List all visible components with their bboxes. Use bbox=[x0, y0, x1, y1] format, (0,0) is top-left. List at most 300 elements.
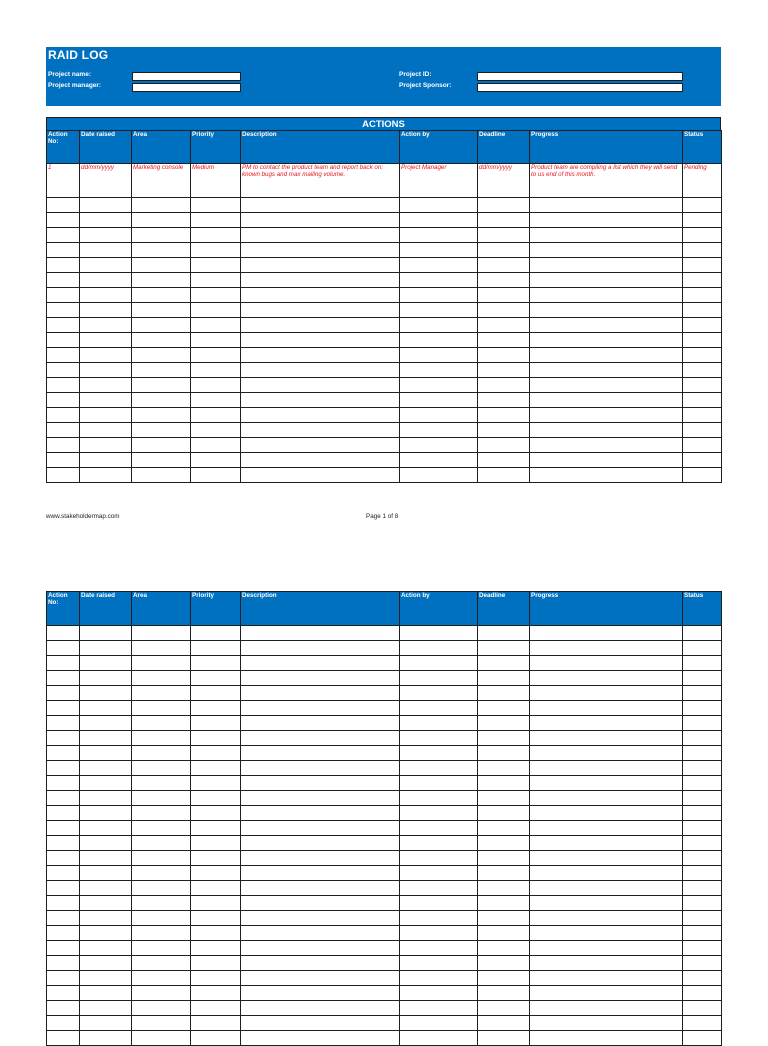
table-cell[interactable] bbox=[47, 363, 80, 378]
table-cell[interactable] bbox=[80, 641, 132, 656]
table-cell[interactable] bbox=[400, 656, 478, 671]
table-cell[interactable] bbox=[241, 258, 400, 273]
table-cell[interactable] bbox=[400, 258, 478, 273]
table-cell[interactable] bbox=[132, 791, 191, 806]
example-priority[interactable]: Medium bbox=[191, 164, 241, 198]
table-cell[interactable] bbox=[683, 318, 722, 333]
table-cell[interactable] bbox=[241, 423, 400, 438]
table-cell[interactable] bbox=[530, 971, 683, 986]
table-cell[interactable] bbox=[530, 986, 683, 1001]
table-cell[interactable] bbox=[683, 243, 722, 258]
table-cell[interactable] bbox=[191, 393, 241, 408]
table-cell[interactable] bbox=[241, 836, 400, 851]
table-cell[interactable] bbox=[478, 438, 530, 453]
table-cell[interactable] bbox=[683, 348, 722, 363]
table-cell[interactable] bbox=[80, 363, 132, 378]
table-cell[interactable] bbox=[47, 453, 80, 468]
table-cell[interactable] bbox=[400, 243, 478, 258]
table-cell[interactable] bbox=[47, 198, 80, 213]
table-cell[interactable] bbox=[683, 701, 722, 716]
table-cell[interactable] bbox=[191, 986, 241, 1001]
table-cell[interactable] bbox=[80, 716, 132, 731]
table-cell[interactable] bbox=[191, 408, 241, 423]
table-cell[interactable] bbox=[530, 468, 683, 483]
table-cell[interactable] bbox=[47, 746, 80, 761]
table-cell[interactable] bbox=[80, 626, 132, 641]
table-cell[interactable] bbox=[47, 821, 80, 836]
table-cell[interactable] bbox=[400, 288, 478, 303]
table-cell[interactable] bbox=[191, 318, 241, 333]
table-cell[interactable] bbox=[80, 776, 132, 791]
table-cell[interactable] bbox=[530, 438, 683, 453]
table-cell[interactable] bbox=[191, 1016, 241, 1031]
table-cell[interactable] bbox=[191, 716, 241, 731]
table-cell[interactable] bbox=[132, 851, 191, 866]
table-cell[interactable] bbox=[683, 273, 722, 288]
table-cell[interactable] bbox=[530, 686, 683, 701]
table-cell[interactable] bbox=[80, 1031, 132, 1046]
table-cell[interactable] bbox=[530, 806, 683, 821]
table-cell[interactable] bbox=[47, 716, 80, 731]
table-cell[interactable] bbox=[47, 791, 80, 806]
table-cell[interactable] bbox=[241, 851, 400, 866]
table-cell[interactable] bbox=[478, 731, 530, 746]
table-cell[interactable] bbox=[530, 228, 683, 243]
table-cell[interactable] bbox=[47, 408, 80, 423]
table-cell[interactable] bbox=[400, 1016, 478, 1031]
table-cell[interactable] bbox=[683, 438, 722, 453]
table-cell[interactable] bbox=[47, 243, 80, 258]
table-cell[interactable] bbox=[80, 393, 132, 408]
table-cell[interactable] bbox=[47, 626, 80, 641]
table-cell[interactable] bbox=[400, 731, 478, 746]
table-cell[interactable] bbox=[400, 671, 478, 686]
table-cell[interactable] bbox=[683, 288, 722, 303]
table-cell[interactable] bbox=[683, 836, 722, 851]
example-description[interactable]: PM to contact the product team and report back on: known bugs and max mailing volume. bbox=[241, 164, 400, 198]
table-cell[interactable] bbox=[191, 746, 241, 761]
table-cell[interactable] bbox=[400, 438, 478, 453]
table-cell[interactable] bbox=[400, 926, 478, 941]
table-cell[interactable] bbox=[530, 408, 683, 423]
table-cell[interactable] bbox=[47, 836, 80, 851]
table-cell[interactable] bbox=[47, 971, 80, 986]
table-cell[interactable] bbox=[400, 746, 478, 761]
table-cell[interactable] bbox=[478, 1001, 530, 1016]
table-cell[interactable] bbox=[530, 701, 683, 716]
table-cell[interactable] bbox=[132, 986, 191, 1001]
table-cell[interactable] bbox=[191, 926, 241, 941]
table-cell[interactable] bbox=[191, 348, 241, 363]
table-cell[interactable] bbox=[80, 761, 132, 776]
table-cell[interactable] bbox=[478, 956, 530, 971]
table-cell[interactable] bbox=[400, 986, 478, 1001]
table-cell[interactable] bbox=[241, 288, 400, 303]
table-cell[interactable] bbox=[132, 671, 191, 686]
table-cell[interactable] bbox=[400, 303, 478, 318]
table-cell[interactable] bbox=[530, 641, 683, 656]
table-cell[interactable] bbox=[80, 198, 132, 213]
table-cell[interactable] bbox=[80, 243, 132, 258]
table-cell[interactable] bbox=[478, 378, 530, 393]
table-cell[interactable] bbox=[80, 836, 132, 851]
table-cell[interactable] bbox=[132, 716, 191, 731]
table-cell[interactable] bbox=[400, 408, 478, 423]
table-cell[interactable] bbox=[683, 881, 722, 896]
table-cell[interactable] bbox=[478, 393, 530, 408]
table-cell[interactable] bbox=[80, 273, 132, 288]
table-cell[interactable] bbox=[80, 671, 132, 686]
table-cell[interactable] bbox=[80, 348, 132, 363]
table-cell[interactable] bbox=[132, 348, 191, 363]
table-cell[interactable] bbox=[132, 1016, 191, 1031]
table-cell[interactable] bbox=[400, 393, 478, 408]
table-cell[interactable] bbox=[132, 941, 191, 956]
table-cell[interactable] bbox=[47, 273, 80, 288]
table-cell[interactable] bbox=[132, 198, 191, 213]
table-cell[interactable] bbox=[132, 303, 191, 318]
table-cell[interactable] bbox=[191, 468, 241, 483]
table-cell[interactable] bbox=[530, 243, 683, 258]
example-area[interactable]: Marketing console bbox=[132, 164, 191, 198]
table-cell[interactable] bbox=[132, 318, 191, 333]
table-cell[interactable] bbox=[241, 243, 400, 258]
table-cell[interactable] bbox=[132, 228, 191, 243]
table-cell[interactable] bbox=[683, 1001, 722, 1016]
table-cell[interactable] bbox=[683, 333, 722, 348]
table-cell[interactable] bbox=[241, 971, 400, 986]
table-cell[interactable] bbox=[400, 363, 478, 378]
table-cell[interactable] bbox=[241, 911, 400, 926]
table-cell[interactable] bbox=[47, 393, 80, 408]
table-cell[interactable] bbox=[191, 941, 241, 956]
table-cell[interactable] bbox=[478, 273, 530, 288]
table-cell[interactable] bbox=[530, 881, 683, 896]
table-cell[interactable] bbox=[191, 656, 241, 671]
table-cell[interactable] bbox=[47, 851, 80, 866]
table-cell[interactable] bbox=[478, 686, 530, 701]
table-cell[interactable] bbox=[478, 716, 530, 731]
table-cell[interactable] bbox=[530, 453, 683, 468]
table-cell[interactable] bbox=[191, 228, 241, 243]
table-cell[interactable] bbox=[530, 821, 683, 836]
table-cell[interactable] bbox=[478, 408, 530, 423]
table-cell[interactable] bbox=[191, 213, 241, 228]
table-cell[interactable] bbox=[47, 1001, 80, 1016]
table-cell[interactable] bbox=[191, 243, 241, 258]
table-cell[interactable] bbox=[47, 881, 80, 896]
table-cell[interactable] bbox=[530, 956, 683, 971]
example-deadline[interactable]: dd/mm/yyyy bbox=[478, 164, 530, 198]
table-cell[interactable] bbox=[241, 1001, 400, 1016]
table-cell[interactable] bbox=[132, 926, 191, 941]
table-cell[interactable] bbox=[400, 423, 478, 438]
table-cell[interactable] bbox=[132, 896, 191, 911]
table-cell[interactable] bbox=[47, 671, 80, 686]
table-cell[interactable] bbox=[191, 453, 241, 468]
table-cell[interactable] bbox=[132, 806, 191, 821]
table-cell[interactable] bbox=[530, 731, 683, 746]
table-cell[interactable] bbox=[132, 761, 191, 776]
table-cell[interactable] bbox=[478, 243, 530, 258]
table-cell[interactable] bbox=[132, 746, 191, 761]
table-cell[interactable] bbox=[80, 213, 132, 228]
table-cell[interactable] bbox=[241, 198, 400, 213]
table-cell[interactable] bbox=[80, 731, 132, 746]
table-cell[interactable] bbox=[241, 641, 400, 656]
table-cell[interactable] bbox=[683, 821, 722, 836]
table-cell[interactable] bbox=[132, 213, 191, 228]
table-cell[interactable] bbox=[478, 258, 530, 273]
table-cell[interactable] bbox=[683, 941, 722, 956]
table-cell[interactable] bbox=[132, 273, 191, 288]
table-cell[interactable] bbox=[80, 821, 132, 836]
table-cell[interactable] bbox=[683, 971, 722, 986]
table-cell[interactable] bbox=[80, 911, 132, 926]
table-cell[interactable] bbox=[478, 348, 530, 363]
table-cell[interactable] bbox=[478, 303, 530, 318]
table-cell[interactable] bbox=[241, 1016, 400, 1031]
table-cell[interactable] bbox=[80, 438, 132, 453]
table-cell[interactable] bbox=[683, 911, 722, 926]
table-cell[interactable] bbox=[47, 1031, 80, 1046]
table-cell[interactable] bbox=[132, 363, 191, 378]
table-cell[interactable] bbox=[683, 213, 722, 228]
table-cell[interactable] bbox=[132, 468, 191, 483]
table-cell[interactable] bbox=[530, 656, 683, 671]
table-cell[interactable] bbox=[80, 378, 132, 393]
table-cell[interactable] bbox=[191, 791, 241, 806]
table-cell[interactable] bbox=[80, 986, 132, 1001]
table-cell[interactable] bbox=[683, 986, 722, 1001]
table-cell[interactable] bbox=[191, 423, 241, 438]
table-cell[interactable] bbox=[47, 438, 80, 453]
table-cell[interactable] bbox=[530, 363, 683, 378]
table-cell[interactable] bbox=[132, 866, 191, 881]
table-cell[interactable] bbox=[400, 836, 478, 851]
table-cell[interactable] bbox=[478, 228, 530, 243]
table-cell[interactable] bbox=[683, 258, 722, 273]
table-cell[interactable] bbox=[191, 881, 241, 896]
table-cell[interactable] bbox=[47, 378, 80, 393]
table-cell[interactable] bbox=[191, 956, 241, 971]
table-cell[interactable] bbox=[530, 318, 683, 333]
table-cell[interactable] bbox=[478, 851, 530, 866]
table-cell[interactable] bbox=[80, 333, 132, 348]
table-cell[interactable] bbox=[683, 791, 722, 806]
table-cell[interactable] bbox=[683, 686, 722, 701]
table-cell[interactable] bbox=[47, 213, 80, 228]
table-cell[interactable] bbox=[191, 438, 241, 453]
table-cell[interactable] bbox=[191, 303, 241, 318]
table-cell[interactable] bbox=[241, 986, 400, 1001]
table-cell[interactable] bbox=[132, 626, 191, 641]
table-cell[interactable] bbox=[478, 746, 530, 761]
table-cell[interactable] bbox=[132, 836, 191, 851]
table-cell[interactable] bbox=[47, 941, 80, 956]
table-cell[interactable] bbox=[47, 956, 80, 971]
table-cell[interactable] bbox=[241, 881, 400, 896]
table-cell[interactable] bbox=[241, 228, 400, 243]
table-cell[interactable] bbox=[241, 716, 400, 731]
example-action-no[interactable]: 1 bbox=[47, 164, 80, 198]
table-cell[interactable] bbox=[191, 701, 241, 716]
table-cell[interactable] bbox=[80, 1016, 132, 1031]
table-cell[interactable] bbox=[400, 1031, 478, 1046]
table-cell[interactable] bbox=[132, 911, 191, 926]
table-cell[interactable] bbox=[191, 896, 241, 911]
table-cell[interactable] bbox=[132, 731, 191, 746]
table-cell[interactable] bbox=[80, 791, 132, 806]
table-cell[interactable] bbox=[191, 776, 241, 791]
table-cell[interactable] bbox=[47, 641, 80, 656]
table-cell[interactable] bbox=[80, 318, 132, 333]
table-cell[interactable] bbox=[132, 776, 191, 791]
table-cell[interactable] bbox=[80, 453, 132, 468]
table-cell[interactable] bbox=[400, 956, 478, 971]
table-cell[interactable] bbox=[47, 806, 80, 821]
table-cell[interactable] bbox=[683, 776, 722, 791]
table-cell[interactable] bbox=[683, 228, 722, 243]
table-cell[interactable] bbox=[478, 671, 530, 686]
table-cell[interactable] bbox=[478, 836, 530, 851]
table-cell[interactable] bbox=[80, 1001, 132, 1016]
table-cell[interactable] bbox=[241, 926, 400, 941]
example-progress[interactable]: Product team are compiling a list which they will send to us end of this month. bbox=[530, 164, 683, 198]
table-cell[interactable] bbox=[132, 821, 191, 836]
table-cell[interactable] bbox=[191, 626, 241, 641]
table-cell[interactable] bbox=[241, 746, 400, 761]
table-cell[interactable] bbox=[400, 378, 478, 393]
table-cell[interactable] bbox=[683, 746, 722, 761]
table-cell[interactable] bbox=[47, 911, 80, 926]
table-cell[interactable] bbox=[530, 198, 683, 213]
table-cell[interactable] bbox=[400, 641, 478, 656]
table-cell[interactable] bbox=[80, 408, 132, 423]
table-cell[interactable] bbox=[683, 806, 722, 821]
table-cell[interactable] bbox=[47, 986, 80, 1001]
table-cell[interactable] bbox=[400, 971, 478, 986]
table-cell[interactable] bbox=[241, 671, 400, 686]
table-cell[interactable] bbox=[80, 881, 132, 896]
table-cell[interactable] bbox=[241, 656, 400, 671]
table-cell[interactable] bbox=[683, 656, 722, 671]
table-cell[interactable] bbox=[478, 198, 530, 213]
table-cell[interactable] bbox=[400, 198, 478, 213]
table-cell[interactable] bbox=[478, 423, 530, 438]
table-cell[interactable] bbox=[241, 821, 400, 836]
table-cell[interactable] bbox=[47, 896, 80, 911]
table-cell[interactable] bbox=[241, 896, 400, 911]
table-cell[interactable] bbox=[400, 821, 478, 836]
table-cell[interactable] bbox=[241, 731, 400, 746]
table-cell[interactable] bbox=[47, 318, 80, 333]
table-cell[interactable] bbox=[191, 686, 241, 701]
table-cell[interactable] bbox=[241, 333, 400, 348]
table-cell[interactable] bbox=[241, 303, 400, 318]
table-cell[interactable] bbox=[132, 641, 191, 656]
table-cell[interactable] bbox=[241, 866, 400, 881]
table-cell[interactable] bbox=[191, 851, 241, 866]
table-cell[interactable] bbox=[683, 926, 722, 941]
table-cell[interactable] bbox=[478, 971, 530, 986]
table-cell[interactable] bbox=[132, 701, 191, 716]
table-cell[interactable] bbox=[191, 866, 241, 881]
table-cell[interactable] bbox=[241, 318, 400, 333]
table-cell[interactable] bbox=[530, 866, 683, 881]
table-cell[interactable] bbox=[132, 243, 191, 258]
table-cell[interactable] bbox=[478, 761, 530, 776]
table-cell[interactable] bbox=[47, 348, 80, 363]
table-cell[interactable] bbox=[191, 671, 241, 686]
table-cell[interactable] bbox=[191, 821, 241, 836]
table-cell[interactable] bbox=[80, 956, 132, 971]
table-cell[interactable] bbox=[80, 806, 132, 821]
table-cell[interactable] bbox=[132, 333, 191, 348]
table-cell[interactable] bbox=[241, 273, 400, 288]
table-cell[interactable] bbox=[530, 836, 683, 851]
table-cell[interactable] bbox=[683, 731, 722, 746]
table-cell[interactable] bbox=[478, 941, 530, 956]
table-cell[interactable] bbox=[530, 776, 683, 791]
table-cell[interactable] bbox=[132, 408, 191, 423]
table-cell[interactable] bbox=[191, 641, 241, 656]
table-cell[interactable] bbox=[400, 228, 478, 243]
table-cell[interactable] bbox=[241, 408, 400, 423]
table-cell[interactable] bbox=[530, 896, 683, 911]
table-cell[interactable] bbox=[191, 258, 241, 273]
table-cell[interactable] bbox=[47, 258, 80, 273]
table-cell[interactable] bbox=[530, 1001, 683, 1016]
table-cell[interactable] bbox=[191, 333, 241, 348]
table-cell[interactable] bbox=[530, 273, 683, 288]
table-cell[interactable] bbox=[80, 303, 132, 318]
table-cell[interactable] bbox=[132, 288, 191, 303]
table-cell[interactable] bbox=[530, 626, 683, 641]
table-cell[interactable] bbox=[132, 453, 191, 468]
table-cell[interactable] bbox=[241, 468, 400, 483]
table-cell[interactable] bbox=[530, 303, 683, 318]
table-cell[interactable] bbox=[191, 806, 241, 821]
table-cell[interactable] bbox=[478, 866, 530, 881]
table-cell[interactable] bbox=[47, 303, 80, 318]
table-cell[interactable] bbox=[530, 348, 683, 363]
table-cell[interactable] bbox=[132, 1001, 191, 1016]
table-cell[interactable] bbox=[400, 318, 478, 333]
table-cell[interactable] bbox=[683, 378, 722, 393]
table-cell[interactable] bbox=[191, 911, 241, 926]
table-cell[interactable] bbox=[191, 378, 241, 393]
table-cell[interactable] bbox=[80, 851, 132, 866]
table-cell[interactable] bbox=[241, 701, 400, 716]
table-cell[interactable] bbox=[47, 228, 80, 243]
table-cell[interactable] bbox=[683, 408, 722, 423]
table-cell[interactable] bbox=[132, 393, 191, 408]
table-cell[interactable] bbox=[530, 393, 683, 408]
table-cell[interactable] bbox=[400, 453, 478, 468]
table-cell[interactable] bbox=[191, 836, 241, 851]
table-cell[interactable] bbox=[80, 701, 132, 716]
table-cell[interactable] bbox=[80, 288, 132, 303]
table-cell[interactable] bbox=[132, 656, 191, 671]
table-cell[interactable] bbox=[530, 333, 683, 348]
table-cell[interactable] bbox=[683, 641, 722, 656]
table-cell[interactable] bbox=[241, 393, 400, 408]
table-cell[interactable] bbox=[47, 468, 80, 483]
table-cell[interactable] bbox=[683, 851, 722, 866]
table-cell[interactable] bbox=[47, 333, 80, 348]
table-cell[interactable] bbox=[80, 656, 132, 671]
